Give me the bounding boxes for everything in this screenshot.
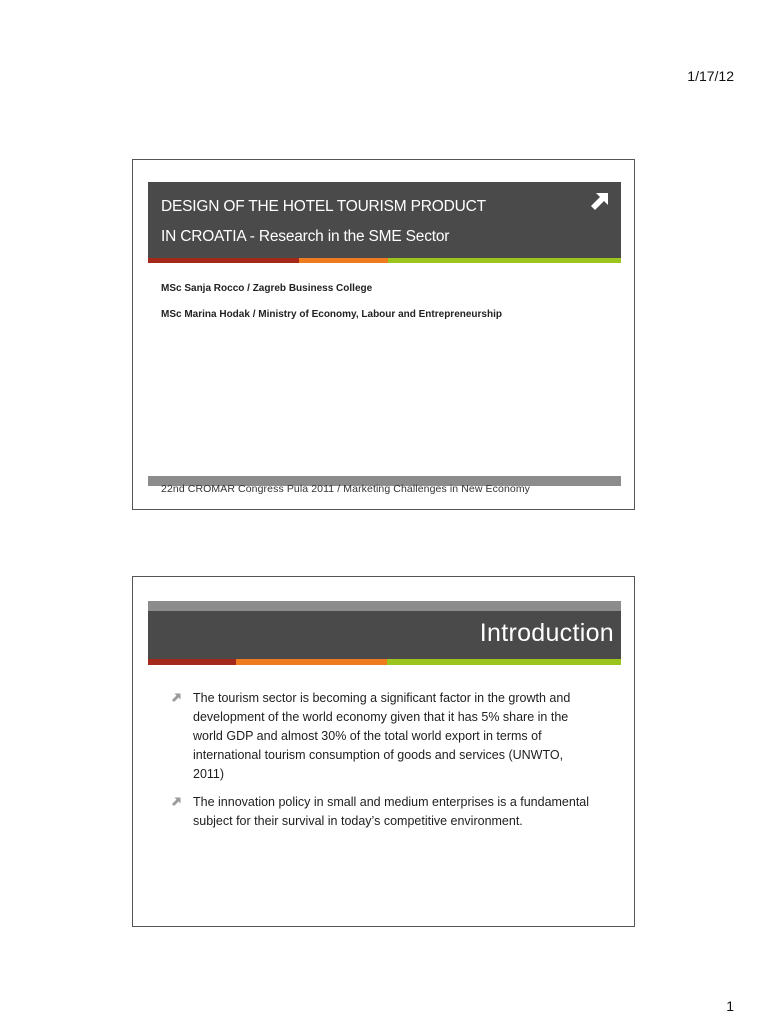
title-header <box>148 182 621 258</box>
slide-title-line-2: IN CROATIA - Research in the SME Sector <box>161 228 450 245</box>
slide-title: Introduction <box>479 619 614 647</box>
slide-title <box>161 192 581 252</box>
title-header <box>148 611 621 659</box>
top-bar <box>148 601 621 611</box>
slide-1 <box>132 159 635 510</box>
arrow-up-right-icon <box>171 692 182 703</box>
page-number: 1 <box>726 998 734 1014</box>
arrow-up-right-icon <box>589 190 611 212</box>
bullet-list <box>171 689 591 840</box>
slide-footer: 22nd CROMAR Congress Pula 2011 / Marketing Challenges in New Economy <box>161 483 531 495</box>
slide-2 <box>132 576 635 927</box>
accent-stripe <box>148 258 621 263</box>
list-item <box>171 689 591 784</box>
author-1: MSc Sanja Rocco / Zagreb Business College <box>161 283 373 294</box>
author-2: MSc Marina Hodak / Ministry of Economy, Labour and Entrepreneurship <box>161 309 502 320</box>
bullet-text: The tourism sector is becoming a significant factor in the growth and development of the world economy given that it has 5% share in the world GDP and almost 30% of the total world export in terms of international tourism consumption of goods and services (UNWTO, 2011) <box>193 691 571 781</box>
page-date: 1/17/12 <box>687 68 734 84</box>
accent-stripe <box>148 659 621 665</box>
arrow-up-right-icon <box>171 796 182 807</box>
list-item <box>171 793 591 831</box>
slide-title-line-1: DESIGN OF THE HOTEL TOURISM PRODUCT <box>161 198 486 215</box>
bullet-text: The innovation policy in small and medium enterprises is a fundamental subject for their survival in today’s competitive environment. <box>193 795 590 828</box>
